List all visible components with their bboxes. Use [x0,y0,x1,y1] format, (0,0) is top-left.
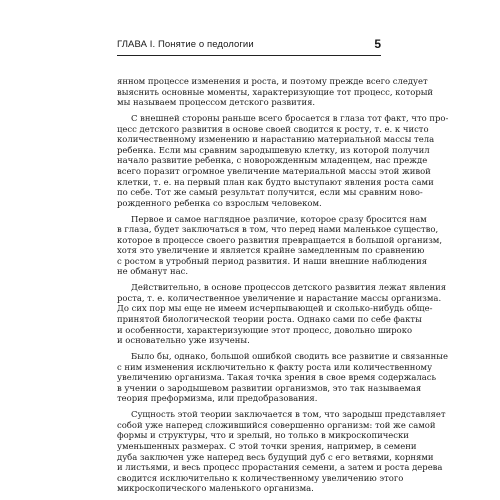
page-number: 5 [374,37,381,51]
running-head [117,37,381,53]
text-line: не обманут нас. [117,266,189,277]
chapter-title: ГЛАВА I. Понятие о педологии [117,39,254,50]
text-line: собой уже наперед сложившийся совершенно организм: той же самой [117,419,436,430]
paragraph [117,351,449,404]
text-line: янном процессе изменения и роста, и поэтому прежде всего следует [117,76,428,86]
text-line: С внешней стороны раньше всего бросается в глаза тот факт, что про- [131,113,449,124]
text-line: и листьями, и весь процесс прорастания семени, а затем и роста дерева [117,462,443,473]
text-line: Первое и самое наглядное различие, которое сразу бросится нам [131,213,427,224]
text-line: которое в процессе своего развития превращается в большой организм, [117,234,443,245]
text-line: цесс детского развития в основе своей сводится к росту, т. е. к чисто [117,123,429,134]
text-line: принятой биологической теории роста. Однако сами по себе факты [117,314,422,325]
text-line: рожденного ребенка со взрослым человеком. [117,197,322,208]
text-line: хотя это увеличение и является крайне замедленным по сравнению [117,245,425,256]
text-line: Было бы, однако, большой ошибкой сводить все развитие и связанные [131,351,449,362]
text-line: по себе. Тот же самый результат получится, если мы сравним ново- [117,187,423,198]
text-line: в глаза, будет заключаться в том, что перед нами маленькое существо, [117,224,439,235]
text-line: дуба заключен уже наперед весь будущий дуб с его ветвями, корнями [117,451,434,462]
text-line: теория преформизма, или предобразования. [117,393,318,404]
text-line: всего поразит огромное увеличение материальной массы этой живой [117,165,431,176]
text-line: микроскопического маленького организма. [117,483,314,494]
text-line: уменьшенных размерах. С этой точки зрения, например, в семени [117,440,417,451]
text-line: роста, т. е. количественное увеличение и нарастание массы организма. [117,292,442,303]
paragraph [117,282,447,346]
text-line: выяснить основные моменты, характеризующие тот процесс, который [117,86,434,97]
header-rule [117,55,381,56]
text-line: мы называем процессом детского развития. [117,97,316,108]
text-line: в учении о зародышевом развитии организмов, это так называемая [117,382,422,393]
text-line: До сих пор мы еще не имеем исчерпывающей и сколько-нибудь обще- [117,303,433,314]
body-text [117,76,449,499]
paragraph [117,76,434,108]
paragraph [117,113,449,208]
paragraph [117,213,443,277]
text-line: сводится исключительно к количественному увеличению этого [117,472,404,483]
text-line: с ним изменения исключительно к факту роста или количественному [117,361,433,372]
text-line: с ростом в утробный период развития. И наши внешние наблюдения [117,255,428,266]
text-line: клетки, т. е. на первый план как будто выступают явления роста сами [117,176,434,187]
text-line: количественному изменению и нарастанию материальной массы тела [117,134,435,145]
text-line: Действительно, в основе процессов детского развития лежат явления [131,282,447,293]
text-line: и основательно уже изучены. [117,335,250,346]
text-line: Сущность этой теории заключается в том, что зародыш представляет [131,409,446,420]
text-line: начало развитие ребенка, с новорожденным младенцем, нас прежде [117,155,428,166]
paragraph [117,409,446,494]
text-line: формы и структуры, что и зрелый, но только в микроскопически [117,430,409,441]
text-line: увеличению организма. Такая точка зрения в свое время содержалась [117,372,437,383]
text-line: ребенка. Если мы сравним зародышевую клетку, из которой получил [117,144,430,155]
text-line: и особенности, характеризующие этот процесс, довольно широко [117,324,413,335]
